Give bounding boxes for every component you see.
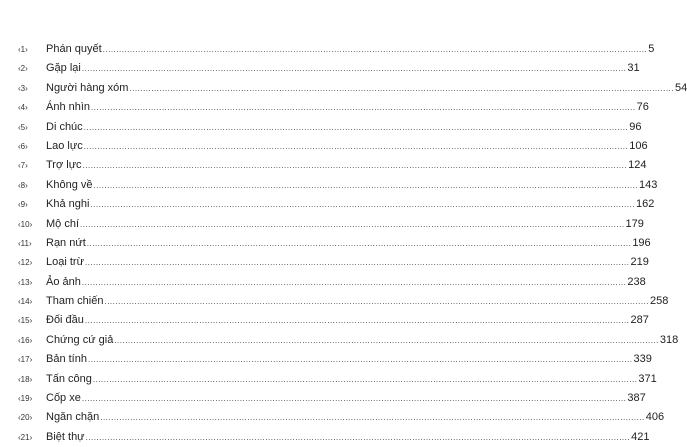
toc-entry: [18, 253, 649, 272]
toc-entry-title: Ánh nhìn: [46, 101, 91, 114]
toc-entry: [18, 389, 646, 408]
toc-entry-number: ‹4›: [18, 103, 28, 113]
toc-entry-number: ‹20›: [18, 413, 33, 423]
toc-dot-leader: [91, 98, 636, 117]
toc-entry-title: Tham chiến: [46, 295, 104, 308]
toc-entry-number: ‹6›: [18, 141, 28, 151]
toc-entry: [18, 292, 669, 311]
toc-entry-title: Bản tính: [46, 353, 87, 366]
toc-dot-leader: [82, 59, 627, 78]
toc-entry-number: ‹19›: [18, 394, 33, 404]
toc-entry: [18, 59, 640, 78]
toc-entry-page: 179: [625, 217, 644, 230]
toc-entry-number: ‹3›: [18, 83, 28, 93]
toc-entry-number: ‹14›: [18, 297, 33, 307]
toc-entry-page: 318: [659, 333, 679, 346]
toc-entry-title: Người hàng xóm: [46, 81, 129, 94]
toc-entry: [18, 98, 649, 117]
toc-entry-page: 371: [638, 372, 657, 385]
toc-entry-number: ‹8›: [18, 180, 28, 190]
toc-entry-title: Ngăn chặn: [46, 411, 100, 424]
toc-entry-page: 106: [629, 139, 648, 152]
toc-entry-title: Không về: [46, 178, 93, 191]
toc-entry-number: ‹16›: [18, 335, 33, 345]
toc-entry-number: ‹11›: [18, 238, 32, 248]
toc-entry-page: 5: [648, 43, 655, 55]
toc-entry-title: Mộ chí: [46, 217, 80, 230]
toc-entry-page: 406: [645, 411, 665, 424]
toc-dot-leader: [129, 79, 674, 98]
toc-dot-leader: [82, 273, 627, 292]
toc-dot-leader: [87, 234, 632, 253]
toc-entry-title: Cốp xe: [46, 392, 81, 405]
toc-entry-title: Đối đầu: [46, 314, 84, 327]
toc-entry: [18, 311, 649, 330]
toc-entry-page: 219: [630, 256, 649, 269]
toc-entry-number: ‹21›: [18, 432, 33, 442]
toc-entry-title: Di chúc: [46, 120, 83, 133]
toc-dot-leader: [103, 40, 648, 59]
toc-dot-leader: [85, 253, 630, 272]
toc-entry-page: 339: [633, 353, 652, 366]
toc-dot-leader: [90, 195, 635, 214]
toc-dot-leader: [114, 331, 659, 350]
toc-entry-number: ‹15›: [18, 316, 33, 326]
toc-entry: [18, 176, 658, 195]
toc-entry-title: Phán quyết: [46, 43, 102, 55]
toc-dot-leader: [84, 118, 629, 137]
toc-dot-leader: [88, 350, 633, 369]
toc-entry-page: 258: [650, 295, 669, 308]
toc-dot-leader: [93, 176, 638, 195]
toc-entry-page: 96: [629, 120, 642, 133]
toc-entry: [18, 40, 655, 59]
toc-entry-page: 238: [627, 275, 646, 288]
toc-entry: [18, 156, 647, 175]
toc-dot-leader: [83, 156, 628, 175]
toc-entry: [18, 370, 657, 389]
toc-entry-page: 143: [639, 178, 658, 191]
toc-entry: [18, 234, 651, 253]
toc-entry-number: ‹13›: [18, 277, 33, 287]
toc-entry-page: 287: [630, 314, 649, 327]
toc-entry: [18, 273, 646, 292]
toc-dot-leader: [82, 389, 627, 408]
toc-entry-title: Khả nghi: [46, 198, 90, 211]
table-of-contents: [18, 40, 687, 447]
toc-entry-number: ‹18›: [18, 374, 33, 384]
toc-entry-title: Trợ lực: [46, 159, 82, 172]
toc-entry-page: 421: [631, 430, 650, 443]
toc-entry-page: 124: [628, 159, 647, 172]
toc-entry-number: ‹7›: [18, 161, 28, 171]
toc-entry-page: 162: [635, 198, 655, 211]
toc-entry-number: ‹17›: [18, 355, 33, 365]
toc-entry-title: Biệt thự: [46, 430, 85, 443]
toc-dot-leader: [86, 428, 631, 447]
toc-entry-number: ‹12›: [18, 258, 33, 268]
toc-dot-leader: [80, 215, 625, 234]
toc-entry: [18, 79, 687, 98]
toc-entry-page: 31: [627, 62, 640, 75]
toc-entry: [18, 350, 652, 369]
toc-entry: [18, 428, 650, 447]
toc-entry-title: Rạn nứt: [46, 236, 86, 249]
toc-entry: [18, 137, 648, 156]
toc-entry-number: ‹9›: [18, 200, 28, 210]
toc-entry: [18, 408, 665, 427]
toc-entry-title: Loại trừ: [46, 256, 84, 269]
toc-entry-page: 54: [674, 81, 687, 94]
toc-entry-title: Gặp lại: [46, 62, 81, 75]
toc-entry-number: ‹2›: [18, 64, 28, 74]
toc-entry: [18, 331, 679, 350]
toc-entry-number: ‹1›: [18, 45, 28, 54]
toc-entry-title: Ảo ảnh: [46, 275, 81, 288]
toc-entry-page: 387: [627, 392, 646, 405]
toc-entry-page: 76: [636, 101, 649, 114]
toc-dot-leader: [100, 408, 645, 427]
toc-entry-number: ‹5›: [18, 122, 28, 132]
toc-dot-leader: [85, 311, 630, 330]
toc-dot-leader: [84, 137, 629, 156]
toc-dot-leader: [93, 370, 638, 389]
toc-dot-leader: [104, 292, 649, 311]
toc-entry: [18, 215, 644, 234]
toc-entry-title: Chứng cứ giả: [46, 333, 114, 346]
toc-entry-title: Tấn công: [46, 372, 92, 385]
toc-entry: [18, 118, 642, 137]
toc-entry: [18, 195, 655, 214]
toc-entry-number: ‹10›: [18, 219, 33, 229]
toc-entry-page: 196: [632, 236, 651, 249]
toc-entry-title: Lao lực: [46, 139, 83, 152]
